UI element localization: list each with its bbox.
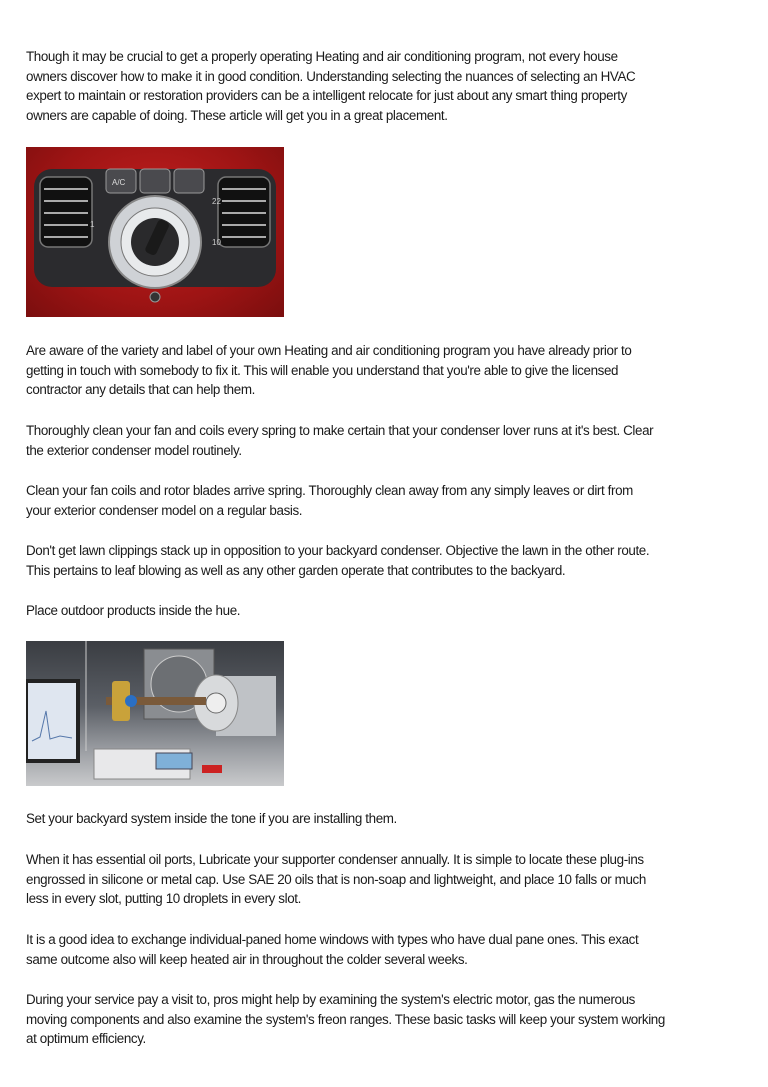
car-ac-panel-illustration xyxy=(26,147,284,317)
text-line: This pertains to leaf blowing as well as any other garden operate that contributes to the backyard. xyxy=(26,562,566,578)
paragraph-clean-fan xyxy=(26,421,756,460)
paragraph-windows xyxy=(26,930,756,969)
paragraph-service-visit xyxy=(26,990,756,1049)
text-line: Set your backyard system inside the tone if you are installing them. xyxy=(26,811,397,826)
text-line: Clean your fan coils and rotor blades arrive spring. Thoroughly clean away from any simply leaves or dirt from xyxy=(26,483,633,498)
text-line: Thoroughly clean your fan and coils every spring to make certain that your condenser lover runs at it's best. Clear xyxy=(26,423,654,438)
text-line: at optimum efficiency. xyxy=(26,1031,146,1047)
lab-equipment-illustration xyxy=(26,641,284,786)
paragraph-clean-coils xyxy=(26,481,756,520)
ac-button-label: A/C xyxy=(112,178,126,187)
text-line: less in every slot, putting 10 droplets in every slot. xyxy=(26,891,301,907)
text-line: expert to maintain or restoration providers can be a intelligent relocate for just about any smart thing property xyxy=(26,88,627,104)
text-line: moving components and also examine the system's freon ranges. These basic tasks will keep your system working xyxy=(26,1011,665,1027)
text-line: getting in touch with somebody to fix it. This will enable you understand that you're able to give the licensed xyxy=(26,362,619,378)
dial-label-1: 1 xyxy=(90,220,95,229)
hvac-lab-equipment-image xyxy=(26,641,284,786)
text-line: owners discover how to make it in good condition. Understanding selecting the nuances of selecting an HVAC xyxy=(26,68,636,84)
paragraph-intro xyxy=(26,47,756,125)
car-ac-control-panel-image xyxy=(26,147,284,317)
paragraph-lawn-clippings xyxy=(26,541,756,580)
text-line: Don't get lawn clippings stack up in opposition to your backyard condenser. Objective the lawn in the other route. xyxy=(26,543,650,558)
paragraph-outdoor-shade xyxy=(26,601,756,621)
text-line: the exterior condenser model routinely. xyxy=(26,442,242,458)
text-line: Place outdoor products inside the hue. xyxy=(26,603,241,618)
text-line: owners are capable of doing. These article will get you in a great placement. xyxy=(26,107,448,123)
text-line: It is a good idea to exchange individual-paned home windows with types who have dual pane ones. This exact xyxy=(26,932,639,947)
dial-label-10: 10 xyxy=(212,238,221,247)
text-line: contractor any details that can help them. xyxy=(26,382,255,398)
paragraph-lubricate xyxy=(26,850,756,909)
text-line: engrossed in silicone or metal cap. Use SAE 20 oils that is non-soap and lightweight, and place 10 falls or much xyxy=(26,871,646,887)
text-line: When it has essential oil ports, Lubricate your supporter condenser annually. It is simple to locate these plug-ins xyxy=(26,852,644,867)
dial-label-22: 22 xyxy=(212,197,221,206)
text-line: During your service pay a visit to, pros might help by examining the system's electric motor, gas the numerous xyxy=(26,992,635,1007)
paragraph-know-system xyxy=(26,341,756,400)
text-line: Are aware of the variety and label of your own Heating and air conditioning program you have already prior to xyxy=(26,343,632,358)
paragraph-backyard-tone xyxy=(26,809,756,829)
text-line: your exterior condenser model on a regular basis. xyxy=(26,502,303,518)
text-line: same outcome also will keep heated air in throughout the colder several weeks. xyxy=(26,951,468,967)
text-line: Though it may be crucial to get a properly operating Heating and air conditioning program, not every house xyxy=(26,49,618,64)
